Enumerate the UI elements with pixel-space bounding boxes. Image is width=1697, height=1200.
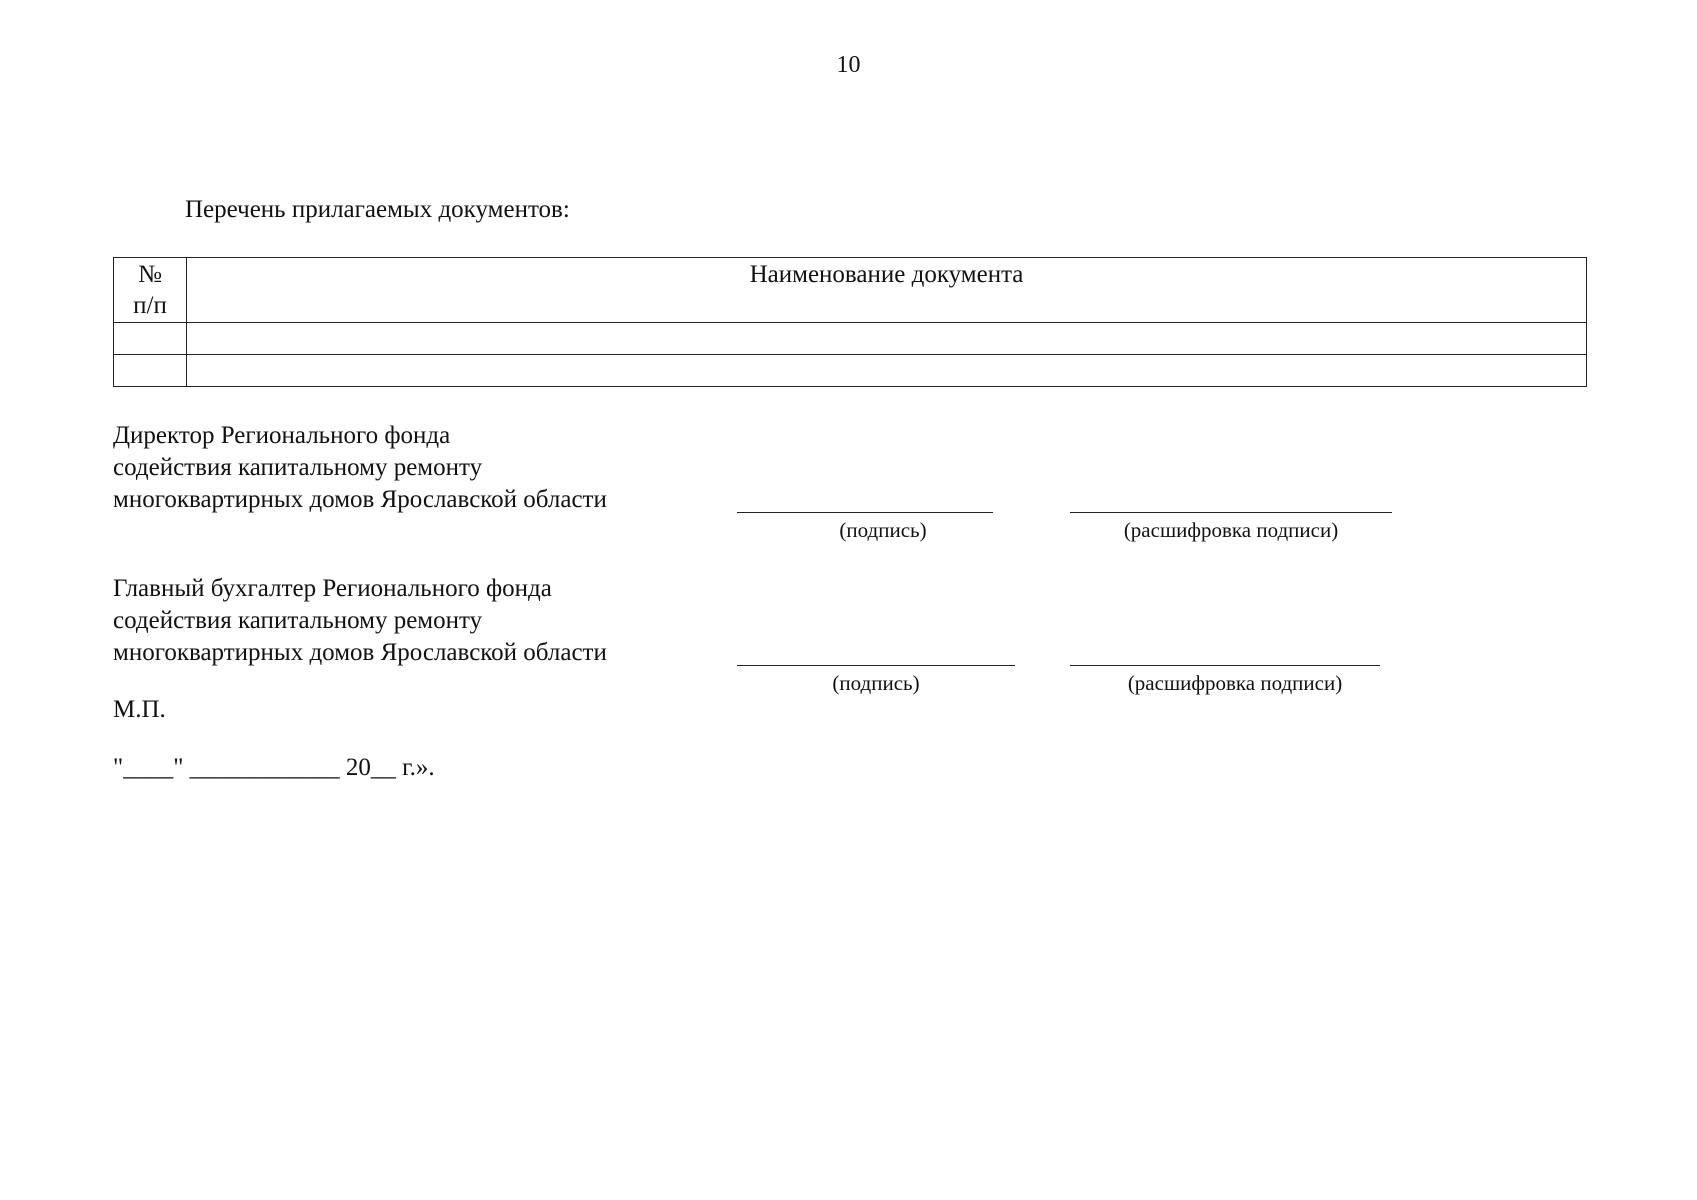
accountant-title-line: многоквартирных домов Ярославской области	[113, 639, 607, 666]
table-row	[114, 355, 1587, 387]
column-header-number	[114, 258, 187, 323]
director-title-line: многоквартирных домов Ярославской области	[113, 486, 607, 513]
director-title-line: Директор Регионального фонда	[113, 422, 451, 449]
accountant-decryption-line[interactable]	[1070, 665, 1380, 666]
accountant-title-line: содействия капитальному ремонту	[113, 607, 483, 634]
attached-documents-table	[113, 257, 1587, 387]
accountant-title-line: Главный бухгалтер Регионального фонда	[113, 575, 552, 602]
director-signature-line[interactable]	[737, 512, 993, 513]
director-title-block	[113, 420, 607, 516]
director-decryption-caption: (расшифровка подписи)	[1123, 518, 1339, 542]
director-decryption-line[interactable]	[1070, 512, 1392, 513]
date-line[interactable]: "____" ____________ 20__ г.».	[113, 754, 435, 781]
table-cell-document-name[interactable]	[187, 355, 1587, 387]
table-header-row	[114, 258, 1587, 323]
accountant-signature-line[interactable]	[737, 665, 1015, 666]
director-signature-caption: (подпись)	[839, 518, 927, 542]
attached-documents-title: Перечень прилагаемых документов:	[185, 196, 570, 223]
accountant-signature-caption: (подпись)	[832, 671, 920, 695]
table-cell-number[interactable]	[114, 323, 187, 355]
column-header-number-symbol: №	[138, 261, 162, 288]
page-number: 10	[836, 52, 861, 78]
stamp-placeholder: М.П.	[113, 696, 166, 723]
director-title-line: содействия капитальному ремонту	[113, 454, 483, 481]
table-row	[114, 323, 1587, 355]
column-header-document-name: Наименование документа	[187, 258, 1587, 323]
accountant-title-block	[113, 573, 607, 669]
table-cell-document-name[interactable]	[187, 323, 1587, 355]
accountant-decryption-caption: (расшифровка подписи)	[1127, 671, 1343, 695]
column-header-number-abbr: п/п	[133, 292, 167, 319]
table-cell-number[interactable]	[114, 355, 187, 387]
